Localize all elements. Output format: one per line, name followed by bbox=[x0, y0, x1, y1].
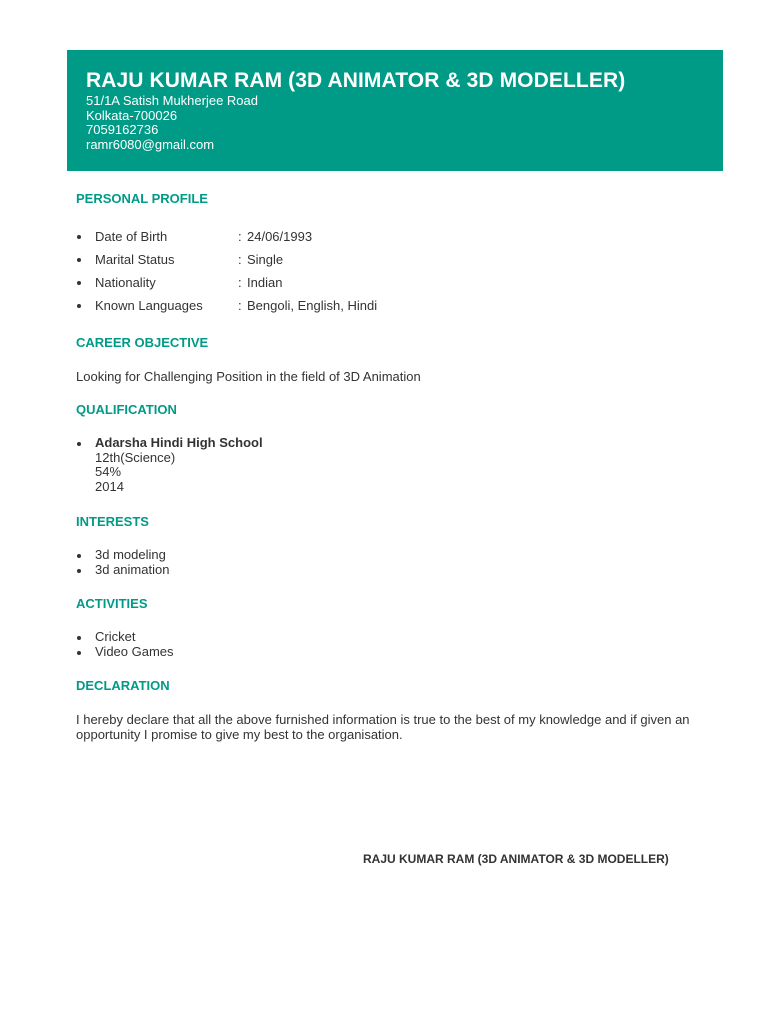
profile-value: Indian bbox=[247, 275, 283, 290]
profile-item-marital-status bbox=[76, 252, 377, 275]
profile-value: Single bbox=[247, 252, 284, 267]
profile-value: Bengoli, English, Hindi bbox=[247, 298, 378, 313]
profile-separator: : bbox=[238, 229, 242, 244]
career-objective-text: Looking for Challenging Position in the field of 3D Animation bbox=[76, 369, 421, 384]
activities-heading: ACTIVITIES bbox=[76, 596, 148, 611]
candidate-name: RAJU KUMAR RAM (3D ANIMATOR & 3D MODELLER) bbox=[86, 69, 626, 92]
declaration-heading: DECLARATION bbox=[76, 678, 170, 693]
address-line-2: Kolkata-700026 bbox=[86, 107, 178, 123]
interest-item: 3d animation bbox=[76, 563, 169, 578]
course-name: 12th(Science) bbox=[95, 449, 176, 465]
personal-profile-list bbox=[76, 229, 377, 321]
school-name: Adarsha Hindi High School bbox=[95, 435, 263, 450]
email-address: ramr6080@gmail.com bbox=[86, 136, 215, 152]
profile-label: Date of Birth bbox=[95, 229, 168, 244]
passing-year: 2014 bbox=[95, 479, 124, 495]
profile-label: Marital Status bbox=[95, 252, 175, 267]
signature-name: RAJU KUMAR RAM (3D ANIMATOR & 3D MODELLER) bbox=[363, 852, 669, 866]
personal-profile-heading: PERSONAL PROFILE bbox=[76, 191, 208, 206]
profile-item-known-languages bbox=[76, 298, 377, 321]
qualification-list bbox=[76, 436, 263, 495]
qualification-heading: QUALIFICATION bbox=[76, 402, 177, 417]
profile-separator: : bbox=[238, 298, 242, 313]
profile-separator: : bbox=[238, 252, 242, 267]
interests-list bbox=[76, 548, 169, 577]
activities-list bbox=[76, 630, 174, 659]
profile-item-date-of-birth bbox=[76, 229, 377, 252]
profile-value: 24/06/1993 bbox=[247, 229, 313, 244]
profile-separator: : bbox=[238, 275, 242, 290]
interest-item: 3d modeling bbox=[76, 548, 169, 563]
interests-heading: INTERESTS bbox=[76, 514, 149, 529]
address-line-1: 51/1A Satish Mukherjee Road bbox=[86, 93, 258, 108]
career-objective-heading: CAREER OBJECTIVE bbox=[76, 335, 209, 350]
profile-label: Nationality bbox=[95, 275, 156, 290]
qualification-item bbox=[76, 436, 263, 495]
phone-number: 7059162736 bbox=[86, 122, 159, 137]
activity-item: Cricket bbox=[76, 630, 174, 645]
activity-item: Video Games bbox=[76, 645, 174, 660]
declaration-text: I hereby declare that all the above furnished information is true to the best of my knowledge and if given an opportunity I promise to give my best to the organisation. bbox=[76, 712, 690, 742]
profile-label: Known Languages bbox=[95, 298, 203, 313]
resume-header bbox=[67, 50, 723, 171]
profile-item-nationality bbox=[76, 275, 377, 298]
score: 54% bbox=[95, 464, 122, 480]
